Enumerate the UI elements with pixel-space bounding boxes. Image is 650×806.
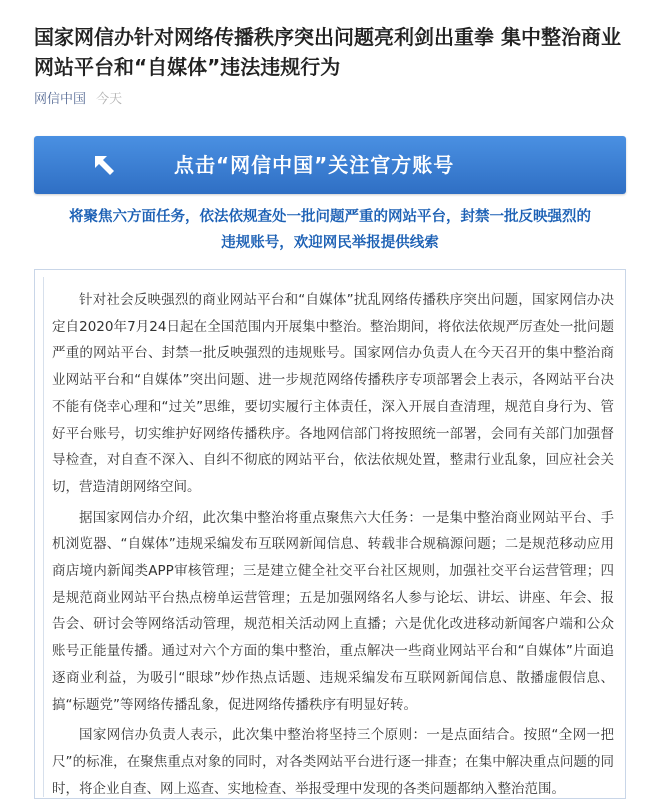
paragraph-3: 国家网信办负责人表示，此次集中整治将坚持三个原则：一是点面结合。按照“全网一把尺”的标准，在聚焦重点对象的同时，对各类网站平台进行逐一排查；在集中解决重点问题的同时，将企业自查、网上巡查、实地检查、举报受理中发现的各类问题都纳入整治范围。 — [52, 727, 614, 797]
source-account-link[interactable]: 网信中国 — [34, 92, 87, 107]
banner-text: 点击“网信中国”关注官方账号 — [174, 153, 455, 177]
paragraph-1: 针对社会反映强烈的商业网站平台和“自媒体”扰乱网络传播秩序突出问题，国家网信办决定自2020年7月24日起在全国范围内开展集中整治。整治期间，将依法依规严厉查处一批问题严重的网站平台、封禁一批反映强烈的违规账号。国家网信办负责人在今天召开的集中整治商业网站平台和“自媒体”突出问题、进一步规范网络传播秩序专项部署会上表示，各网站平台决不能有侥幸心理和“过关”思维，要切实履行主体责任，深入开展自查清理，规范自身行为、管好平台账号，切实维护好网络传播秩序。各地网信部门将按照统一部署，会同有关部门加强督导检查，对自查不深入、自纠不彻底的网站平台，依法依规处置，整肃行业乱象，回应社会关切，营造清朗网络空间。 — [52, 292, 614, 495]
publish-time: 今天 — [96, 92, 123, 107]
summary-line-2: 违规账号，欢迎网民举报提供线索 — [221, 235, 439, 251]
article-summary — [34, 204, 626, 256]
article-title: 国家网信办针对网络传播秩序突出问题亮利剑出重拳 集中整治商业网站平台和“自媒体”违法违规行为 — [34, 25, 621, 79]
paragraph-2: 据国家网信办介绍，此次集中整治将重点聚焦六大任务：一是集中整治商业网站平台、手机浏览器、“自媒体”违规采编发布互联网新闻信息、转载非合规稿源问题；二是规范移动应用商店境内新闻类APP审核管理；三是建立健全社交平台社区规则，加强社交平台运营管理；四是规范商业网站平台热点榜单运营管理；五是加强网络名人参与论坛、讲坛、讲座、年会、报告会、研讨会等网络活动管理，规范相关活动网上直播；六是优化改进移动新闻客户端和公众账号正能量传播。通过对六个方面的集中整治，重点解决一些商业网站平台和“自媒体”片面追逐商业利益，为吸引“眼球”炒作热点话题、违规采编发布互联网新闻信息、散播虚假信息、搞“标题党”等网络传播乱象，促进网络传播秩序有明显好转。 — [52, 509, 614, 713]
article-body — [52, 287, 614, 806]
follow-account-banner[interactable] — [34, 136, 626, 194]
arrow-up-left-icon — [90, 151, 118, 179]
article-meta — [34, 92, 122, 108]
summary-line-1: 将聚焦六方面任务，依法依规查处一批问题严重的网站平台，封禁一批反映强烈的 — [69, 209, 591, 225]
